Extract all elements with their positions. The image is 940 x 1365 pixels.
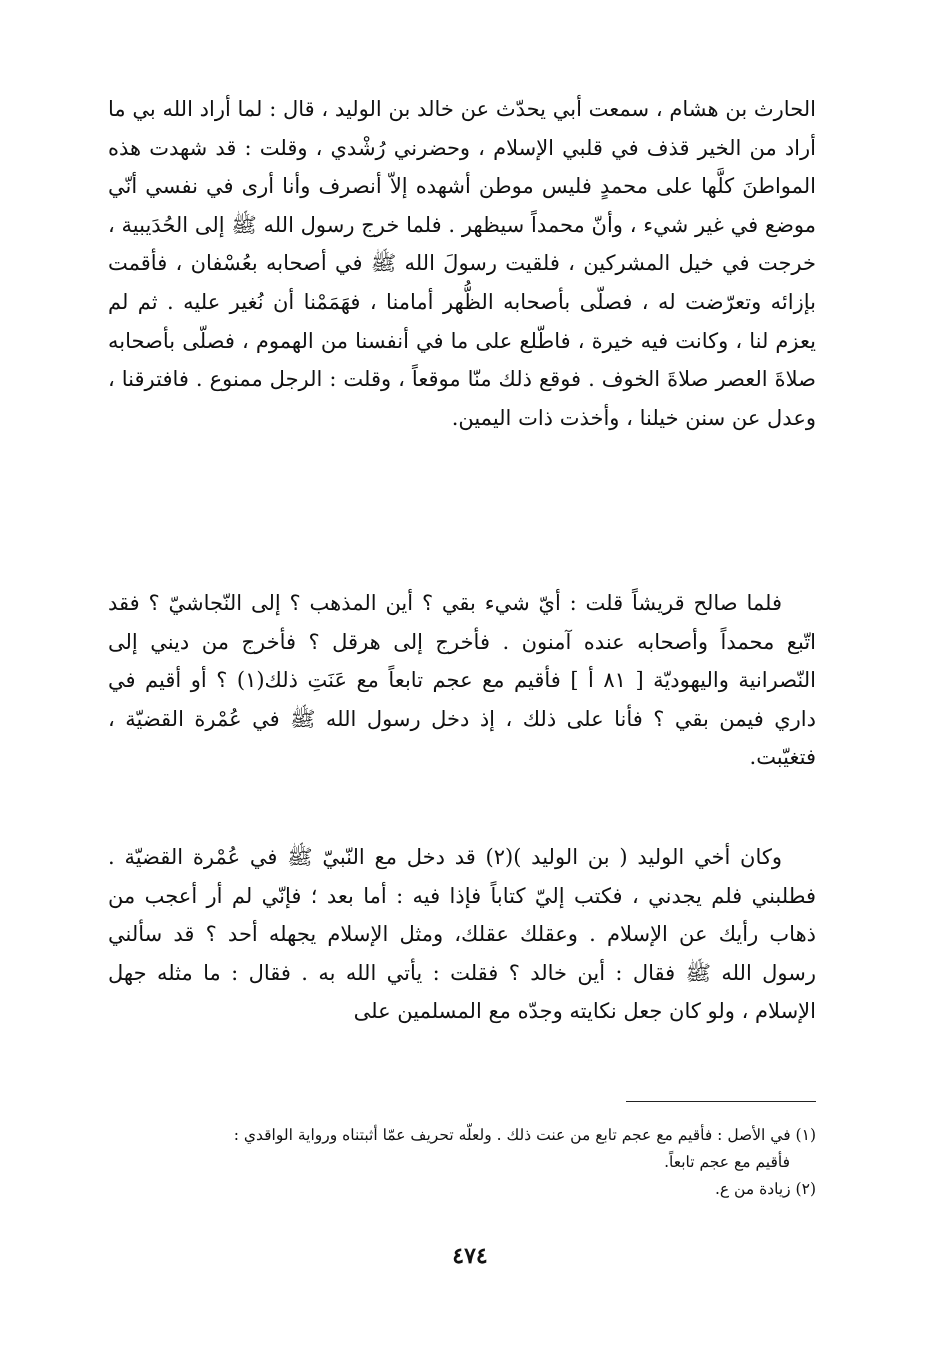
body-paragraph-2: فلما صالح قريشاً قلت : أيّ شيء بقي ؟ أين المذهب ؟ إلى النّجاشيّ ؟ فقد اتّبع محمداً وأصحابه عنده آمنون . فأخرج إلى هرقل ؟ فأخرج من ديني إلى النّصرانية واليهوديّة [ ٨١ أ ] فأقيم مع عجم تابعاً مع عَنَتِ ذلك(١) ؟ أو أقيم في داري فيمن بقي ؟ فأنا على ذلك ، إذ دخل رسول الله ﷺ في عُمْرة القضيّة ، فتغيّبت. — [108, 591, 816, 770]
footnote-1: (١) في الأصل : فأقيم مع عجم تابع من عنت ذلك . ولعلّه تحريف عمّا أثبتناه ورواية الواقدي : — [233, 1126, 816, 1144]
body-paragraph-3: وكان أخي الوليد ( بن الوليد )(٢) قد دخل مع النّبيّ ﷺ في عُمْرة القضيّة . فطلبني فلم يجدني ، فكتب إليّ كتاباً فإذا فيه : أما بعد ؛ فإنّي لم أر أعجب من ذهاب رأيك عن الإسلام . وعقلك عقلك، ومثل الإسلام يجهله أحد ؟ قد سألني رسول الله ﷺ فقال : أين خالد ؟ فقلت : يأتي الله به . فقال : ما مثله جهل الإسلام ، ولو كان جعل نكايته وجدّه مع المسلمين على — [108, 845, 816, 1024]
footnotes — [108, 1122, 816, 1203]
footnote-1-continuation: فأقيم مع عجم تابعاً. — [664, 1153, 790, 1171]
body-paragraph-1: الحارث بن هشام ، سمعت أبي يحدّث عن خالد بن الوليد ، قال : لما أراد الله بي ما أراد من الخير قذف في قلبي الإسلام ، وحضرني رُشْدي ، وقلت : قد شهدت هذه المواطنَ كلَّها على محمدٍ فليس موطن أشهده إلاّ أنصرف وأنا أرى في نفسي أنّي موضع في غير شيء ، وأنّ محمداً سيظهر . فلما خرج رسول الله ﷺ إلى الحُدَيبية ، خرجت في خيل المشركين ، فلقيت رسولَ الله ﷺ في أصحابه بعُسْفان ، فأقمت بإزائه وتعرّضت له ، فصلّى بأصحابه الظُّهر أمامنا ، فهَمَمْنا أن نُغير عليه . ثم لم يعزم لنا ، وكانت فيه خيرة ، فاطّلع على ما في أنفسنا من الهموم ، فصلّى بأصحابه صلاةَ العصر صلاةَ الخوف . فوقع ذلك منّا موقعاً ، وقلت : الرجل ممنوع . فافترقنا ، وعدل عن سنن خيلنا ، وأخذت ذات اليمين. — [108, 97, 816, 430]
page-number: ٤٧٤ — [452, 1243, 488, 1269]
footnote-2: (٢) زيادة من ع. — [714, 1180, 816, 1198]
footnote-separator — [626, 1101, 816, 1102]
